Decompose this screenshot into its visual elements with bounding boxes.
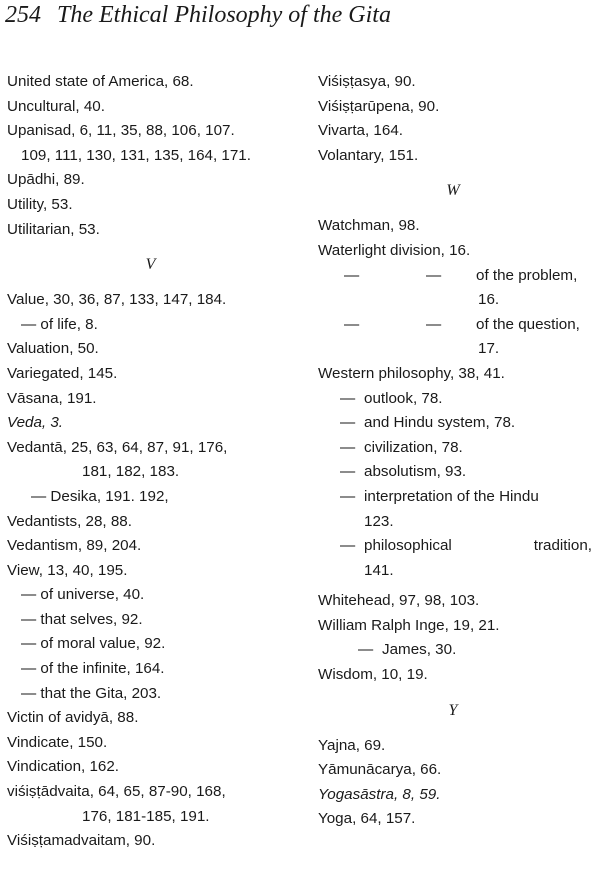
running-header (5, 2, 391, 32)
index-entry: Whitehead, 97, 98, 103. (318, 592, 480, 610)
index-entry: — that selves, 92. (21, 610, 143, 628)
index-subentry: — James, 30. (358, 641, 457, 659)
index-entry: Upanisad, 6, 11, 35, 88, 106, 107. (7, 122, 235, 140)
index-subentry: — and Hindu system, 78. (340, 414, 516, 432)
page-number: 254 (5, 2, 41, 28)
index-entry: — of moral value, 92. (21, 635, 166, 653)
index-entry: Victin of avidyā, 88. (7, 709, 139, 727)
index-subentry: — outlook, 78. (340, 389, 443, 407)
index-entry: Wisdom, 10, 19. (318, 666, 428, 684)
index-entry: — of universe, 40. (21, 586, 145, 604)
index-entry: Vedantists, 28, 88. (7, 512, 132, 530)
index-entry: Yoga, 64, 157. (318, 810, 416, 828)
index-entry: 176, 181-185, 191. (82, 807, 210, 825)
section-letter-y: Y (448, 701, 458, 719)
index-entry: viśiṣṭādvaita, 64, 65, 87-90, 168, (7, 783, 226, 801)
index-entry: Yogasāstra, 8, 59. (318, 785, 441, 803)
index-entry: Valuation, 50. (7, 340, 99, 358)
index-entry: — of the infinite, 164. (21, 660, 165, 678)
index-subentry-problem: — — of the problem, (344, 266, 578, 284)
index-entry: 109, 111, 130, 131, 135, 164, 171. (21, 146, 251, 164)
index-entry: William Ralph Inge, 19, 21. (318, 616, 500, 634)
index-continuation: 16. (478, 291, 500, 309)
index-subentry: — civilization, 78. (340, 438, 463, 456)
index-entry: Utilitarian, 53. (7, 220, 100, 238)
index-entry: Waterlight division, 16. (318, 241, 471, 259)
index-subentry: — absolutism, 93. (340, 463, 467, 481)
index-continuation: 123. (364, 512, 394, 530)
index-entry: Yajna, 69. (318, 736, 386, 754)
index-entry: Variegated, 145. (7, 364, 118, 382)
section-letter-v: V (145, 256, 156, 274)
index-entry: United state of America, 68. (7, 73, 194, 90)
index-entry: Veda, 3. (7, 414, 64, 432)
index-subentry: — philosophical tradition, (340, 537, 592, 555)
index-entry: Upādhi, 89. (7, 171, 85, 189)
section-letter-w: W (446, 182, 460, 200)
index-entry: Viśiṣṭarūpena, 90. (318, 97, 440, 115)
index-entry: Vindication, 162. (7, 758, 120, 776)
index-entry: Vāsana, 191. (7, 389, 97, 407)
index-entry: — Desika, 191. 192, (31, 487, 169, 505)
index-entry: Vivarta, 164. (318, 122, 403, 140)
index-entry: Viśiṣṭasya, 90. (318, 73, 416, 90)
index-column-left (7, 70, 302, 854)
index-entry: Yāmunācarya, 66. (318, 761, 442, 779)
index-subentry-question: — — of the question, (344, 315, 580, 333)
index-entry: Vedantā, 25, 63, 64, 87, 91, 176, (7, 438, 228, 456)
index-entry: Value, 30, 36, 87, 133, 147, 184. (7, 291, 227, 309)
index-entry: Vindicate, 150. (7, 733, 108, 751)
index-continuation: 141. (364, 561, 394, 579)
index-continuation: 17. (478, 340, 500, 358)
index-entry: Uncultural, 40. (7, 97, 105, 115)
index-entry: — of life, 8. (21, 315, 98, 333)
index-entry: — that the Gita, 203. (21, 684, 162, 702)
index-entry: 181, 182, 183. (82, 463, 180, 481)
index-entry: Vedantism, 89, 204. (7, 537, 142, 555)
book-title: The Ethical Philosophy of the Gita (57, 2, 391, 28)
index-entry: Watchman, 98. (318, 217, 420, 235)
index-entry: Viśiṣṭamadvaitam, 90. (7, 832, 156, 850)
index-entry: Volantary, 151. (318, 146, 419, 164)
index-column-right (318, 70, 596, 832)
index-entry: Utility, 53. (7, 195, 73, 213)
index-subentry: — interpretation of the Hindu (340, 487, 539, 505)
index-entry: View, 13, 40, 195. (7, 561, 128, 579)
index-entry: Western philosophy, 38, 41. (318, 364, 505, 382)
